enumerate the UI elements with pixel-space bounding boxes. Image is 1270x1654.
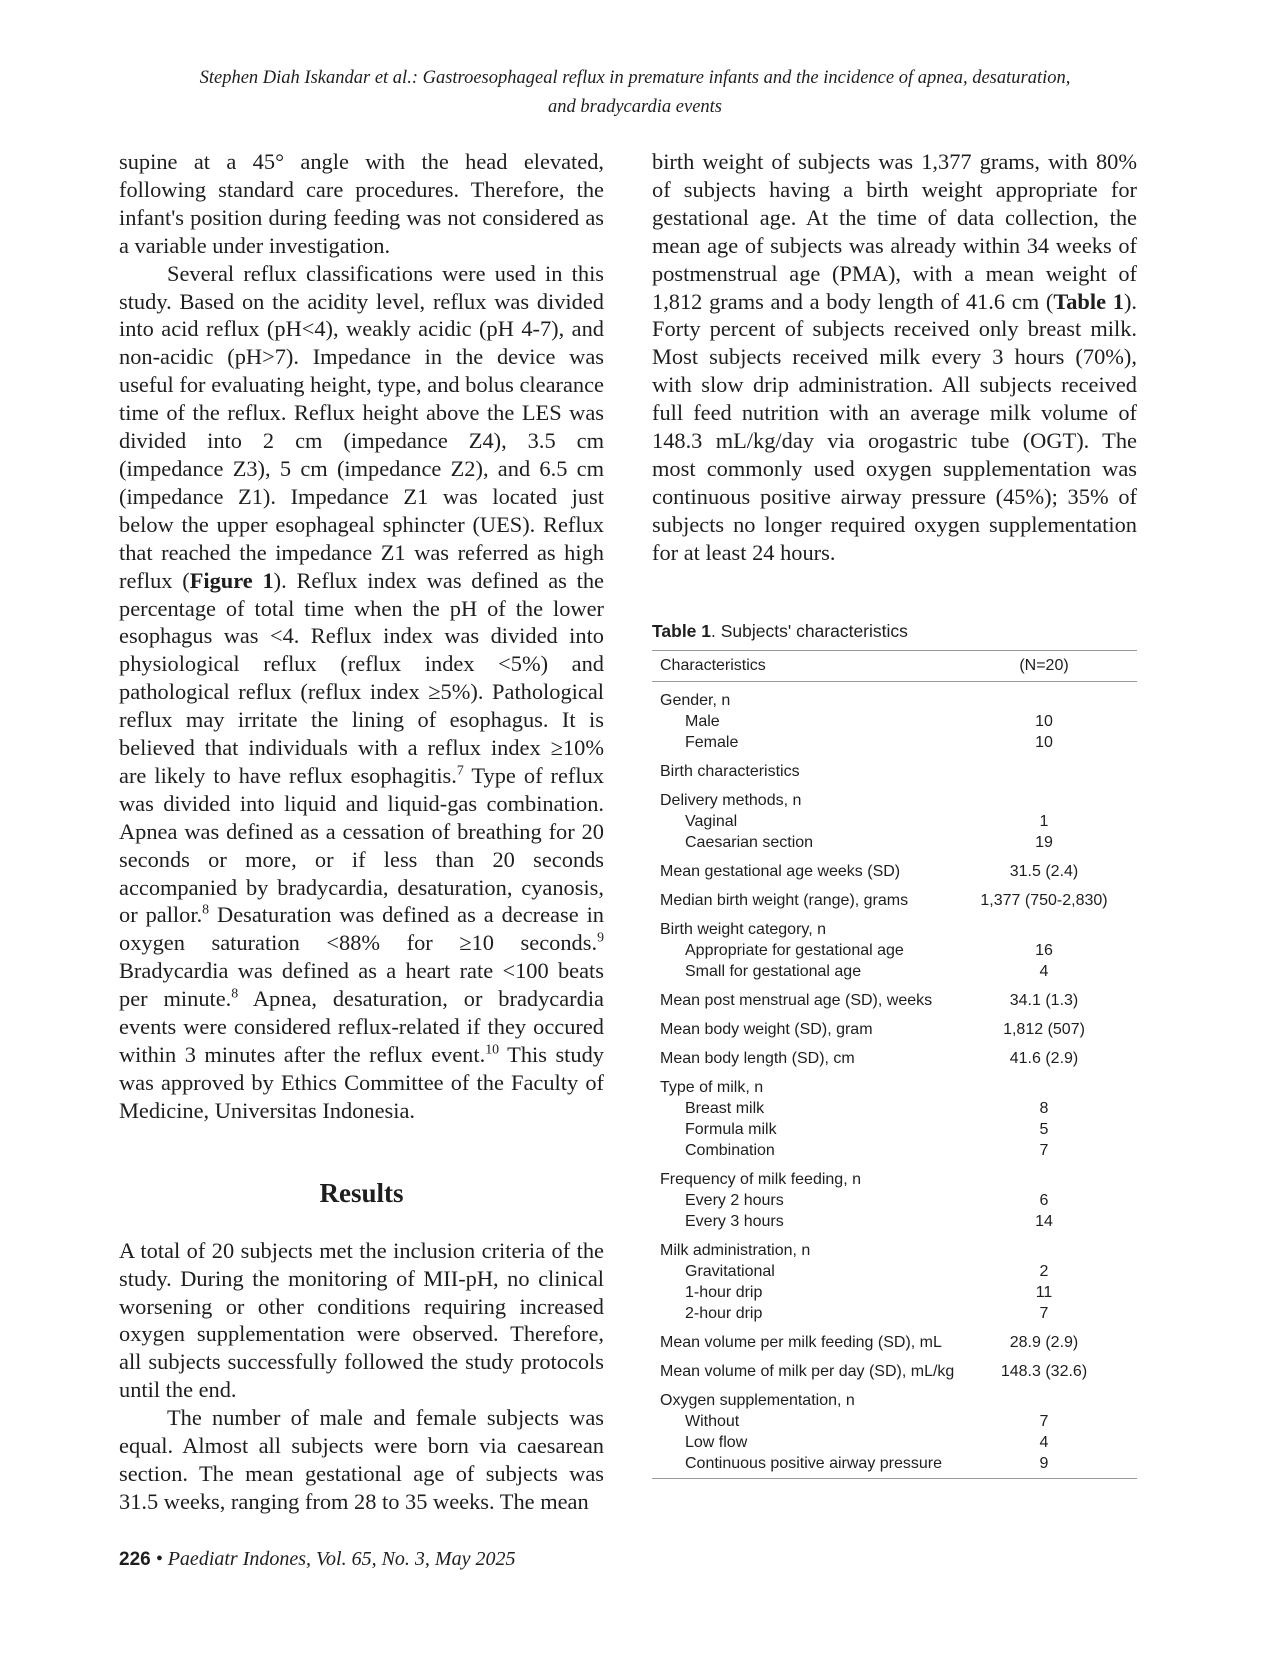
table-row <box>652 1119 1137 1140</box>
paragraph-text: Several reflux classifications were used in this study. Based on the acidity level, reflux was divided into acid reflux (pH<4), weakly acidic (pH 4-7), and non-acidic (pH>7). Impedance in the device was useful for evaluating height, type, and bolus clearance time of the reflux. Reflux height above the LES was divided into 2 cm (impedance Z4), 3.5 cm (impedance Z3), 5 cm (impedance Z2), and 6.5 cm (impedance Z1). Impedance Z1 was located just below the upper esophageal sphincter (UES). Reflux that reached the impedance Z1 was referred as high reflux ( <box>119 260 604 593</box>
table-row <box>652 761 1137 782</box>
table-cell-value: 9 <box>1039 1455 1049 1472</box>
table-cell-value: 148.3 (32.6) <box>1000 1363 1088 1380</box>
table-cell-label: Mean volume of milk per day (SD), mL/kg <box>660 1363 955 1380</box>
table-row <box>652 1240 1137 1261</box>
table-cell-label: Birth characteristics <box>660 763 800 780</box>
table-cell-value: 5 <box>1039 1121 1049 1138</box>
table-row <box>652 890 1137 911</box>
running-header-line1: Stephen Diah Iskandar et al.: Gastroesophageal reflux in premature infants and the incidence of apnea, desaturation, <box>199 68 1071 88</box>
table-row-group <box>652 1040 1137 1069</box>
paragraph-text: supine at a 45° angle with the head elevated, following standard care procedures. Therefore, the infant's position during feeding was not considered as a variable under investigation. <box>119 149 604 258</box>
table-cell-label: Oxygen supplementation, n <box>660 1392 855 1409</box>
table-row-group <box>652 682 1137 753</box>
citation: 7 <box>456 763 464 779</box>
table-cell-value: 1,377 (750-2,830) <box>980 892 1108 909</box>
table-row-group <box>652 1324 1137 1353</box>
table-row <box>652 811 1137 832</box>
column-header-characteristics: Characteristics <box>660 657 766 674</box>
table-row <box>652 1390 1137 1411</box>
table-row-group <box>652 911 1137 982</box>
table-row <box>652 790 1137 811</box>
paragraph-text: Apnea, desaturation, or bradycardia events were considered reflux-related if they occured within 3 minutes after the reflux event. <box>119 986 604 1067</box>
table-cell-value: 34.1 (1.3) <box>1009 992 1079 1009</box>
paragraph-text: ). Forty percent of subjects received only breast milk. Most subjects received milk every 3 hours (70%), with slow drip administration. All subjects received full feed nutrition with an average milk volume of 148.3 mL/kg/day via orogastric tube (OGT). The most commonly used oxygen supplementation was continuous positive airway pressure (45%); 35% of subjects no longer required oxygen supplementation for at least 24 hours. <box>652 288 1137 565</box>
paragraph-text: Type of reflux was divided into liquid and liquid-gas combination. Apnea was defined as a cessation of breathing for 20 seconds or more, or if less than 20 seconds accompanied by bradycardia, desaturation, cyanosis, or pallor. <box>119 762 604 928</box>
citation: 10 <box>485 1042 500 1058</box>
paragraph <box>652 148 1137 567</box>
table-cell-value <box>959 1169 1129 1190</box>
table-row <box>652 1361 1137 1382</box>
running-header-line2: and bradycardia events <box>548 97 722 117</box>
table-row <box>652 1190 1137 1211</box>
table-row <box>652 1098 1137 1119</box>
table-cell-value: 7 <box>1039 1142 1049 1159</box>
table-row-group <box>652 1011 1137 1040</box>
table-row <box>652 1019 1137 1040</box>
table-cell-value <box>959 690 1129 711</box>
page-footer <box>119 1548 515 1571</box>
table-cell-label: Every 3 hours <box>685 1213 784 1230</box>
figure-reference: Figure 1 <box>189 567 274 593</box>
citation: 8 <box>202 903 210 918</box>
table-row <box>652 1169 1137 1190</box>
table-cell-value <box>959 1240 1129 1261</box>
table-cell-value: 31.5 (2.4) <box>1009 863 1079 880</box>
table-row <box>652 1077 1137 1098</box>
column-header-n: (N=20) <box>1019 657 1069 674</box>
table-row <box>652 1048 1137 1069</box>
table-cell-label: Median birth weight (range), grams <box>660 892 909 909</box>
table-cell-value: 1,812 (507) <box>1003 1021 1085 1038</box>
table-row-group <box>652 753 1137 782</box>
table-cell-label: Milk administration, n <box>660 1242 811 1259</box>
page-number: 226 <box>119 1549 151 1570</box>
table-cell-value: 6 <box>1039 1192 1049 1209</box>
table-row <box>652 961 1137 982</box>
table-cell-label: Male <box>685 713 720 730</box>
table-row <box>652 861 1137 882</box>
table-cell-label: Breast milk <box>685 1100 765 1117</box>
table-cell-value: 19 <box>1035 834 1053 851</box>
table-cell-label: Delivery methods, n <box>660 792 802 809</box>
table-row-group <box>652 782 1137 853</box>
table-cell-value <box>959 790 1129 811</box>
table-cell-label: Type of milk, n <box>660 1079 764 1096</box>
table-row-group <box>652 982 1137 1011</box>
table-cell-label: 1-hour drip <box>685 1284 763 1301</box>
table-cell-label: Without <box>685 1413 740 1430</box>
table-cell-value: 41.6 (2.9) <box>1009 1050 1079 1067</box>
table-cell-value: 10 <box>1035 734 1053 751</box>
table-cell-value <box>959 919 1129 940</box>
left-column <box>119 148 604 1516</box>
running-header <box>120 64 1150 122</box>
section-heading-results: Results <box>319 1177 404 1208</box>
table-cell-label: 2-hour drip <box>685 1305 763 1322</box>
paragraph-text: Bradycardia was defined as a heart rate <100 beats per minute. <box>119 958 604 1012</box>
paragraph <box>119 1404 604 1516</box>
table-row <box>652 1332 1137 1353</box>
table-cell-value <box>959 1390 1129 1411</box>
table-cell-label: Frequency of milk feeding, n <box>660 1171 861 1188</box>
table-cell-value <box>959 1077 1129 1098</box>
table-row <box>652 1282 1137 1303</box>
table-row <box>652 940 1137 961</box>
table-subjects-characteristics <box>652 620 1137 1479</box>
table-cell-label: Continuous positive airway pressure <box>685 1455 943 1472</box>
table-row <box>652 1432 1137 1453</box>
table-cell-value: 14 <box>1035 1213 1053 1230</box>
table-cell-value: 10 <box>1035 713 1053 730</box>
table-row-group <box>652 1161 1137 1232</box>
table-body <box>652 682 1137 1479</box>
table-cell-label: Combination <box>685 1142 775 1159</box>
table-caption-label: Table 1 <box>652 621 712 641</box>
journal-citation: Paediatr Indones, Vol. 65, No. 3, May 2025 <box>167 1548 516 1570</box>
table-cell-label: Gender, n <box>660 692 731 709</box>
table-row-group <box>652 1232 1137 1324</box>
table-row <box>652 832 1137 853</box>
table-cell-value: 2 <box>1039 1263 1049 1280</box>
paragraph <box>119 1237 604 1404</box>
table-cell-label: Mean post menstrual age (SD), weeks <box>660 992 933 1009</box>
table-row <box>652 1453 1137 1474</box>
table-row-group <box>652 1353 1137 1382</box>
table-row <box>652 1140 1137 1161</box>
table-cell-value: 4 <box>1039 1434 1049 1451</box>
table-cell-value: 28.9 (2.9) <box>1009 1334 1079 1351</box>
table-row <box>652 919 1137 940</box>
table-cell-value: 4 <box>1039 963 1049 980</box>
table-cell-value: 7 <box>1039 1305 1049 1322</box>
paragraph-text: ). Reflux index was defined as the percentage of total time when the pH of the lower esophagus was <4. Reflux index was divided into physiological reflux (reflux index <5%) and pathological reflux (reflux index ≥5%). Pathological reflux may irritate the lining of esophagus. It is believed that individuals with a reflux index ≥10% are likely to have reflux esophagitis. <box>119 567 604 788</box>
table-row <box>652 732 1137 753</box>
table-cell-label: Small for gestational age <box>685 963 862 980</box>
table-caption <box>652 620 1137 642</box>
table-cell-label: Formula milk <box>685 1121 777 1138</box>
table-cell-value: 1 <box>1039 813 1049 830</box>
paragraph-text: Desaturation was defined as a decrease in oxygen saturation <88% for ≥10 seconds. <box>119 902 604 956</box>
paragraph <box>119 148 604 260</box>
paragraph-text: birth weight of subjects was 1,377 grams, with 80% of subjects having a birth weight appropriate for gestational age. At the time of data collection, the mean age of subjects was already within 34 weeks of postmenstrual age (PMA), with a mean weight of 1,812 grams and a body length of 41.6 cm ( <box>652 149 1137 314</box>
table-cell-value <box>959 761 1129 782</box>
table-row <box>652 1411 1137 1432</box>
table-header-row <box>652 650 1137 682</box>
table-cell-value: 16 <box>1035 942 1053 959</box>
table-row <box>652 1303 1137 1324</box>
table-cell-label: Mean body weight (SD), gram <box>660 1021 873 1038</box>
table-row <box>652 1211 1137 1232</box>
table-cell-label: Low flow <box>685 1434 748 1451</box>
table-cell-label: Gravitational <box>685 1263 775 1280</box>
table-cell-label: Vaginal <box>685 813 738 830</box>
citation: 8 <box>231 986 239 1002</box>
table-cell-value: 8 <box>1039 1100 1049 1117</box>
table-cell-label: Birth weight category, n <box>660 921 827 938</box>
table-row <box>652 1261 1137 1282</box>
right-column <box>652 148 1137 567</box>
table-cell-label: Mean body length (SD), cm <box>660 1050 855 1067</box>
table-row-group <box>652 853 1137 882</box>
table-cell-label: Caesarian section <box>685 834 814 851</box>
paragraph-text: The number of male and female subjects was equal. Almost all subjects were born via caesarean section. The mean gestational age of subjects was 31.5 weeks, ranging from 28 to 35 weeks. The mean <box>119 1405 604 1514</box>
table-row <box>652 990 1137 1011</box>
table-row-group <box>652 1382 1137 1474</box>
citation: 9 <box>597 930 604 946</box>
table-reference: Table 1 <box>1053 288 1124 314</box>
table-cell-value: 11 <box>1035 1284 1053 1301</box>
table-cell-label: Mean gestational age weeks (SD) <box>660 863 901 880</box>
paragraph <box>119 260 604 1125</box>
table-row-group <box>652 1069 1137 1161</box>
paragraph-text: A total of 20 subjects met the inclusion criteria of the study. During the monitoring of MII-pH, no clinical worsening or other conditions requiring increased oxygen supplementation were observed. Therefore, all subjects successfully followed the study protocols until the end. <box>119 1237 604 1403</box>
table-cell-label: Female <box>685 734 739 751</box>
table-row <box>652 711 1137 732</box>
footer-bullet: • <box>150 1548 168 1570</box>
table-cell-value: 7 <box>1039 1413 1049 1430</box>
table-row-group <box>652 882 1137 911</box>
table-cell-label: Appropriate for gestational age <box>685 942 904 959</box>
table-caption-text: . Subjects' characteristics <box>711 621 908 641</box>
paragraph-text: This study was approved by Ethics Committee of the Faculty of Medicine, Universitas Indonesia. <box>119 1042 604 1123</box>
table-cell-label: Every 2 hours <box>685 1192 784 1209</box>
table-cell-label: Mean volume per milk feeding (SD), mL <box>660 1334 942 1351</box>
table-row <box>652 690 1137 711</box>
